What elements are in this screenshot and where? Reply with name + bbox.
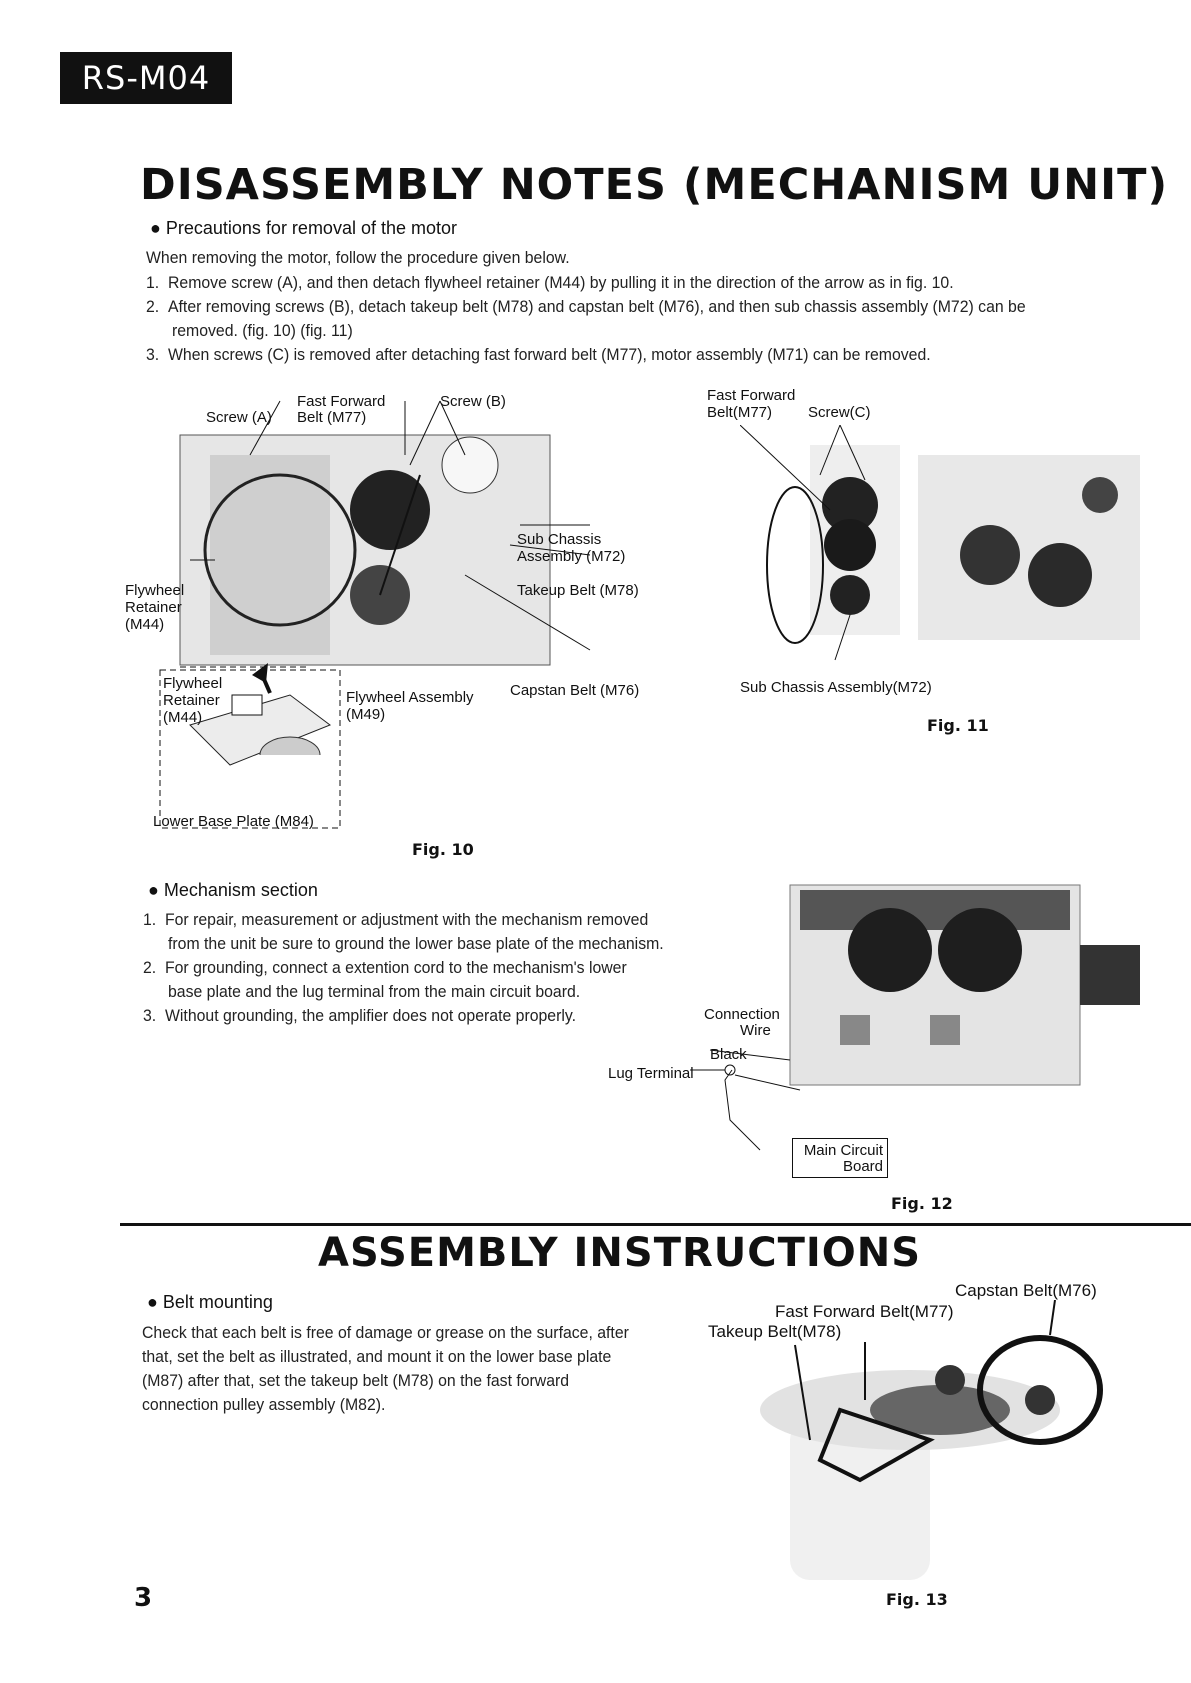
- fig10-illustration: [120, 395, 680, 835]
- motor-heading: ● Precautions for removal of the motor: [150, 218, 458, 238]
- assembly-title: ASSEMBLY INSTRUCTIONS: [318, 1230, 922, 1276]
- fig13-leader-capstan: [1050, 1300, 1055, 1335]
- page-number: 3: [134, 1583, 153, 1613]
- fig10-flywheel-retainer-2: Retainer: [125, 599, 182, 616]
- fig10-inset-retainer-2: Retainer: [163, 692, 220, 709]
- fig10-flywheel-assembly-1: Flywheel Assembly: [346, 689, 474, 706]
- fig11-screw-c: Screw(C): [808, 404, 871, 421]
- fig11-pulley-mid: [824, 519, 876, 571]
- mechanism-step-3: 3. Without grounding, the amplifier does not operate properly.: [143, 1006, 577, 1025]
- fig12-main-board-1: Main Circuit: [803, 1142, 883, 1159]
- fig12-main-board-box: [792, 1138, 888, 1178]
- fig12-connector: [1080, 945, 1140, 1005]
- fig12-lug-terminal-label: Lug Terminal: [608, 1065, 694, 1082]
- belt-heading: ● Belt mounting: [147, 1292, 273, 1312]
- fig13-capstan-label: Capstan Belt(M76): [955, 1281, 1097, 1300]
- fig10-capstan-belt: Capstan Belt (M76): [510, 682, 640, 699]
- fig12-reel-left: [848, 908, 932, 992]
- fig11-caption: Fig. 11: [927, 716, 989, 735]
- fig13-ff-label: Fast Forward Belt(M77): [775, 1302, 954, 1321]
- fig10-ff-belt-1: Fast Forward: [297, 393, 386, 410]
- fig10-sub-chassis-1: Sub Chassis: [517, 531, 602, 548]
- fig12-lug-wire: [725, 1070, 760, 1150]
- fig10-flywheel-retainer-1: Flywheel: [125, 582, 185, 599]
- motor-step-2: 2. After removing screws (B), detach takeup belt (M78) and capstan belt (M76), and then sub chassis assembly (M72) can be: [146, 297, 1026, 316]
- belt-line-3: (M87) after that, set the takeup belt (M78) on the fast forward: [142, 1371, 570, 1390]
- fig13-caption: Fig. 13: [886, 1590, 948, 1609]
- fig12-connection-2: Wire: [740, 1022, 771, 1039]
- model-badge: RS-M04: [60, 52, 232, 104]
- fig10-inset-retainer-3: (M44): [163, 709, 203, 726]
- fig12-main-board-2: Board: [842, 1158, 883, 1175]
- fig10-caption: Fig. 10: [412, 840, 474, 859]
- fig10-reel: [442, 437, 498, 493]
- mechanism-step-2-cont: base plate and the lug terminal from the main circuit board.: [168, 982, 581, 1001]
- mechanism-step-1: 1. For repair, measurement or adjustment with the mechanism removed: [143, 910, 649, 929]
- fig10-flywheel-retainer-3: (M44): [125, 616, 165, 633]
- fig10-takeup-belt: Takeup Belt (M78): [517, 582, 639, 599]
- fig11-sub-chassis: Sub Chassis Assembly(M72): [740, 679, 932, 696]
- fig10-inset-retainer: [232, 695, 262, 715]
- fig10-inset-retainer-1: Flywheel: [163, 675, 223, 692]
- fig12-caption: Fig. 12: [891, 1194, 953, 1213]
- motor-intro: When removing the motor, follow the procedure given below.: [146, 248, 570, 267]
- fig10-screw-b: Screw (B): [440, 393, 506, 410]
- fig12-reel-right: [938, 908, 1022, 992]
- section-divider: [120, 1223, 1191, 1226]
- fig11-pulley-bottom: [830, 575, 870, 615]
- fig10-sub-chassis-2: Assembly (M72): [517, 548, 626, 565]
- fig13-takeup-label: Takeup Belt(M78): [708, 1322, 842, 1341]
- fig11-ff-1: Fast Forward: [707, 387, 796, 404]
- motor-step-2-cont: removed. (fig. 10) (fig. 11): [172, 321, 353, 340]
- fig11-illustration: [740, 425, 1150, 675]
- motor-step-1: 1. Remove screw (A), and then detach flywheel retainer (M44) by pulling it in the direction of the arrow as in fig. 10.: [146, 273, 954, 292]
- belt-line-2: that, set the belt as illustrated, and mount it on the lower base plate: [142, 1347, 612, 1366]
- belt-line-4: connection pulley assembly (M82).: [142, 1395, 386, 1414]
- fig12-black: Black: [710, 1046, 747, 1063]
- fig10-lower-base-plate: Lower Base Plate (M84): [153, 813, 314, 830]
- motor-step-3: 3. When screws (C) is removed after detaching fast forward belt (M77), motor assembly (M71) can be removed.: [146, 345, 931, 364]
- fig10-screw-a: Screw (A): [206, 409, 272, 426]
- disassembly-title: DISASSEMBLY NOTES (MECHANISM UNIT): [140, 160, 1169, 210]
- mechanism-step-2: 2. For grounding, connect a extention cord to the mechanism's lower: [143, 958, 627, 977]
- fig11-ff-2: Belt(M77): [707, 404, 773, 421]
- mechanism-heading: ● Mechanism section: [148, 880, 318, 900]
- fig13-illustration: [700, 1300, 1130, 1600]
- fig10-flywheel-assembly-2: (M49): [346, 706, 386, 723]
- fig10-ff-belt-2: Belt (M77): [297, 409, 367, 426]
- mechanism-step-1-cont: from the unit be sure to ground the lower base plate of the mechanism.: [168, 934, 664, 953]
- fig12-connection-1: Connection: [704, 1006, 780, 1023]
- belt-line-1: Check that each belt is free of damage or grease on the surface, after: [142, 1323, 629, 1342]
